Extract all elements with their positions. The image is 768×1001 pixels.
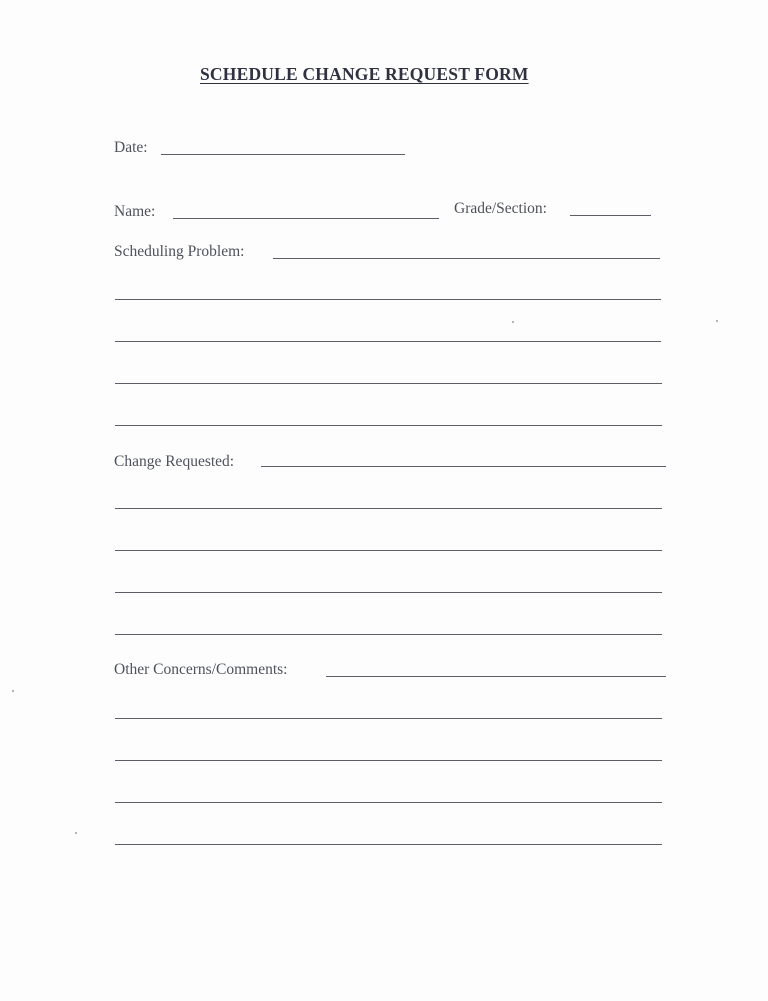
change-requested-label: Change Requested: xyxy=(114,453,235,470)
scheduling-problem-line-1[interactable] xyxy=(115,299,661,300)
grade-section-label: Grade/Section: xyxy=(454,200,547,217)
form-title: SCHEDULE CHANGE REQUEST FORM xyxy=(200,64,529,84)
change-requested-line-1[interactable] xyxy=(115,508,662,509)
other-concerns-line-2[interactable] xyxy=(115,760,662,761)
grade-section-field[interactable] xyxy=(570,215,651,216)
change-requested-line-3[interactable] xyxy=(115,592,662,593)
scheduling-problem-label: Scheduling Problem: xyxy=(114,243,245,260)
other-concerns-line-1[interactable] xyxy=(115,718,662,719)
scan-speck xyxy=(512,321,514,323)
scan-speck xyxy=(12,690,14,692)
scan-speck xyxy=(716,320,718,322)
date-field[interactable] xyxy=(161,154,405,155)
other-concerns-line-4[interactable] xyxy=(115,844,662,845)
scan-speck xyxy=(75,832,77,834)
change-requested-line-4[interactable] xyxy=(115,634,662,635)
scheduling-problem-line-2[interactable] xyxy=(115,341,661,342)
change-requested-field[interactable] xyxy=(261,466,666,467)
date-label: Date: xyxy=(114,139,148,156)
scheduling-problem-line-3[interactable] xyxy=(115,383,662,384)
scheduling-problem-field[interactable] xyxy=(273,258,660,259)
name-label: Name: xyxy=(114,203,156,220)
name-field[interactable] xyxy=(173,218,439,219)
other-concerns-label: Other Concerns/Comments: xyxy=(114,661,288,678)
change-requested-line-2[interactable] xyxy=(115,550,662,551)
other-concerns-line-3[interactable] xyxy=(115,802,662,803)
scheduling-problem-line-4[interactable] xyxy=(115,425,662,426)
other-concerns-field[interactable] xyxy=(326,676,666,677)
